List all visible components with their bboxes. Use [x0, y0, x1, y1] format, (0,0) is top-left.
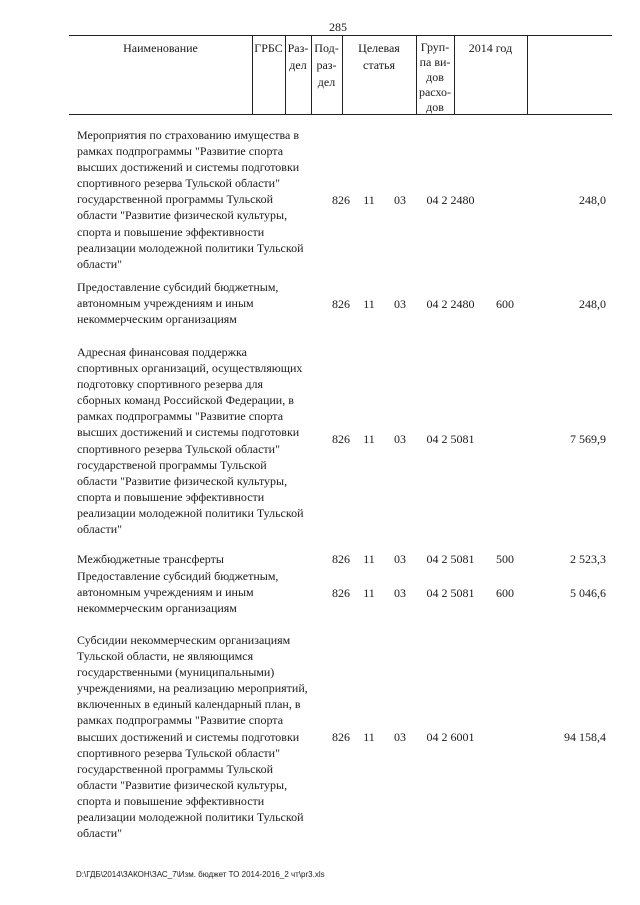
cell-podrazdel: 03: [394, 552, 406, 566]
cell-target: 04 2 5081: [426, 552, 475, 566]
name-line: некоммерческим организациям: [77, 312, 237, 327]
name-line: области "Развитие физической культуры,: [77, 777, 288, 792]
name-line: реализации молодежной политики Тульской: [77, 240, 304, 255]
header-target: [342, 40, 416, 74]
name-line: рамках подпрограммы "Развитие спорта: [77, 144, 284, 159]
name-line: спортивного резерва Тульской области": [77, 176, 280, 191]
cell-grbs: 826: [332, 297, 350, 311]
name-line: рамках подпрограммы "Развитие спорта: [77, 409, 284, 424]
table-header: [69, 35, 612, 115]
cell-podrazdel: 03: [394, 193, 406, 207]
name-line: государственной программы Тульской: [77, 192, 274, 207]
cell-grbs: 826: [332, 552, 350, 566]
header-year: 2014 год: [468, 41, 513, 55]
name-line: спорта и повышение эффективности: [77, 793, 265, 808]
cell-vid: 500: [496, 552, 514, 566]
name-line: сборных команд Российской Федерации, в: [77, 393, 294, 408]
header-podrazdel-line: дел: [317, 75, 336, 89]
cell-podrazdel: 03: [394, 586, 406, 600]
name-line: спортивного резерва Тульской области": [77, 441, 280, 456]
name-line: спортивных организаций, осуществляющих: [77, 361, 303, 376]
name-line: подготовку спортивного резерва для: [77, 377, 264, 392]
name-line: высших достижений и системы подготовки: [77, 425, 300, 440]
name-line: спортивного резерва Тульской области": [77, 745, 280, 760]
header-target-line: Целевая: [358, 41, 400, 55]
header-vid-line: па ви-: [419, 55, 451, 69]
cell-grbs: 826: [332, 730, 350, 744]
name-line: включенных в единый календарный план, в: [77, 697, 301, 712]
header-razdel: [285, 40, 311, 74]
header-podrazdel: [311, 40, 342, 91]
name-line: области": [77, 522, 123, 537]
header-podrazdel-line: раз-: [316, 58, 337, 72]
header-vid-line: дов: [426, 70, 444, 84]
row-name: [77, 632, 327, 841]
name-line: государственой программы Тульской: [77, 457, 267, 472]
name-line: спорта и повышение эффективности: [77, 489, 265, 504]
header-podrazdel-line: Под-: [314, 41, 339, 55]
name-line: учреждениями, на реализацию мероприятий,: [77, 681, 308, 696]
cell-podrazdel: 03: [394, 730, 406, 744]
cell-target: 04 2 2480: [426, 193, 475, 207]
row-name: [77, 551, 327, 567]
cell-vid: 600: [496, 586, 514, 600]
cell-podrazdel: 03: [394, 297, 406, 311]
header-razdel-line: Раз-: [287, 41, 309, 55]
header-vid: [416, 40, 454, 115]
cell-razdel: 11: [363, 193, 375, 207]
footer-file-path: D:\ГДБ\2014\ЗАКОН\ЗАС_7\Изм. бюджет ТО 2014-2016_2 чт\pr3.xls: [76, 870, 325, 879]
name-line: высших достижений и системы подготовки: [77, 729, 300, 744]
header-target-line: статья: [363, 58, 395, 72]
cell-target: 04 2 5081: [426, 432, 475, 446]
cell-sum: 5 046,6: [570, 586, 606, 600]
name-line: Предоставление субсидий бюджетным,: [77, 569, 279, 583]
name-line: Межбюджетные трансферты: [77, 552, 224, 566]
cell-vid: 600: [496, 297, 514, 311]
header-razdel-line: дел: [289, 58, 307, 72]
name-line: области "Развитие физической культуры,: [77, 208, 288, 223]
row-name: [77, 344, 327, 537]
cell-podrazdel: 03: [394, 432, 406, 446]
header-name: Наименование: [123, 41, 198, 55]
cell-sum: 248,0: [579, 193, 606, 207]
name-line: государственными (муниципальными): [77, 665, 275, 680]
cell-target: 04 2 5081: [426, 586, 475, 600]
name-line: некоммерческим организациям: [77, 601, 237, 616]
cell-razdel: 11: [363, 297, 375, 311]
name-line: рамках подпрограммы "Развитие спорта: [77, 713, 284, 728]
cell-sum: 248,0: [579, 297, 606, 311]
cell-grbs: 826: [332, 193, 350, 207]
cell-razdel: 11: [363, 552, 375, 566]
cell-grbs: 826: [332, 432, 350, 446]
name-line: Предоставление субсидий бюджетным,: [77, 280, 279, 294]
name-line: области": [77, 256, 123, 271]
cell-target: 04 2 2480: [426, 297, 475, 311]
page-number: 285: [329, 20, 347, 34]
name-line: Тульской области, не являющимся: [77, 649, 254, 664]
cell-target: 04 2 6001: [426, 730, 475, 744]
cell-sum: 2 523,3: [570, 552, 606, 566]
name-line: автономным учреждениям и иным: [77, 585, 254, 600]
name-line: Субсидии некоммерческим организациям: [77, 633, 291, 647]
name-line: области "Развитие физической культуры,: [77, 473, 288, 488]
name-line: спорта и повышение эффективности: [77, 224, 265, 239]
row-name: [77, 568, 327, 616]
header-grbs: ГРБС: [254, 41, 283, 55]
row-name: [77, 279, 327, 327]
cell-grbs: 826: [332, 586, 350, 600]
name-line: реализации молодежной политики Тульской: [77, 505, 304, 520]
name-line: реализации молодежной политики Тульской: [77, 810, 304, 825]
header-vid-line: Груп-: [420, 40, 450, 54]
header-divider: [527, 36, 528, 114]
cell-sum: 7 569,9: [570, 432, 606, 446]
name-line: области": [77, 826, 123, 841]
name-line: Мероприятия по страхованию имущества в: [77, 128, 299, 142]
header-vid-line: дов: [426, 100, 444, 114]
cell-sum: 94 158,4: [564, 730, 606, 744]
cell-razdel: 11: [363, 586, 375, 600]
row-name: [77, 127, 327, 272]
name-line: высших достижений и системы подготовки: [77, 160, 300, 175]
header-vid-line: расхо-: [418, 85, 452, 99]
name-line: автономным учреждениям и иным: [77, 296, 254, 311]
cell-razdel: 11: [363, 730, 375, 744]
cell-razdel: 11: [363, 432, 375, 446]
name-line: Адресная финансовая поддержка: [77, 345, 247, 359]
name-line: государственной программы Тульской: [77, 761, 274, 776]
